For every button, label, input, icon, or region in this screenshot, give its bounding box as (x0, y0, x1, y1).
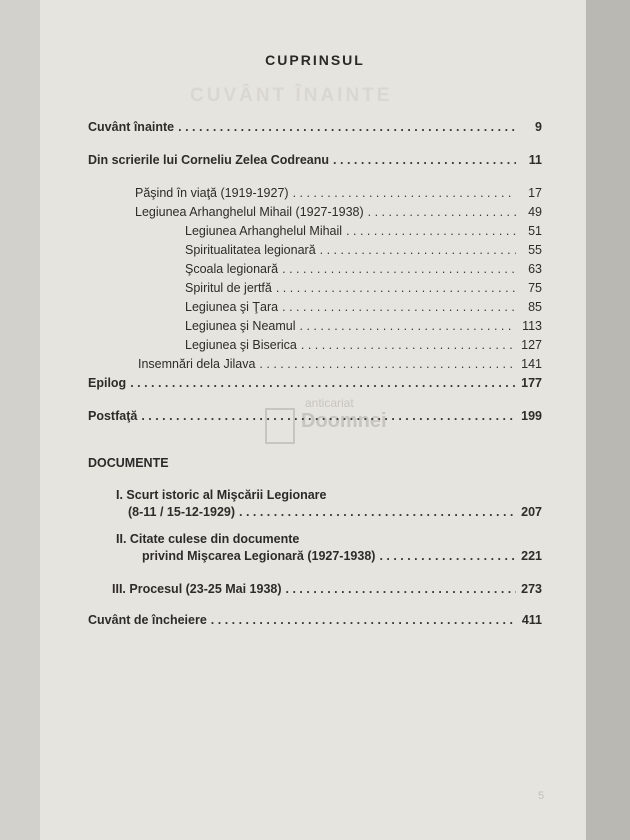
toc-entry: Cuvânt înainte . . . 9 (88, 120, 542, 134)
toc-entry: Legiunea şi Ţara . . . 85 (185, 300, 542, 314)
page-right-edge (586, 0, 630, 840)
toc-entry: Din scrierile lui Corneliu Zelea Codreanu . . . 11 (88, 153, 542, 167)
toc-entry: Epilog . . . 177 (88, 376, 542, 390)
toc-entry: Şcoala legionară . . . 63 (185, 262, 542, 276)
toc-entry: Legiunea şi Biserica . . . 127 (185, 338, 542, 352)
toc-entry: Păşind în viaţă (1919-1927) . . . 17 (135, 186, 542, 200)
toc-entry: Spiritualitatea legionară . . . 55 (185, 243, 542, 257)
document-entry: Cuvânt de încheiere . . . 411 (88, 613, 542, 627)
page-title: CUPRINSUL (265, 52, 365, 68)
watermark-top: anticariat (305, 396, 354, 410)
toc-entry: Insemnări dela Jilava . . . 141 (138, 357, 542, 371)
documents-heading: DOCUMENTE (88, 456, 169, 470)
watermark (265, 396, 415, 456)
toc-entry: Postfaţă . . . 199 (88, 409, 542, 423)
watermark-main: Doomnei (301, 410, 387, 432)
toc-entry: Legiunea şi Neamul . . . 113 (185, 319, 542, 333)
bleed-through-text: CUVÂNT ÎNAINTE (190, 85, 393, 106)
document-entry: III. Procesul (23-25 Mai 1938) . . . 273 (112, 582, 542, 596)
page-left-edge (0, 0, 40, 840)
toc-entry: Legiunea Arhanghelul Mihail (1927-1938) . . . 49 (135, 205, 542, 219)
toc-entry: Spiritul de jertfă . . . 75 (185, 281, 542, 295)
toc-entry: Legiunea Arhanghelul Mihail . . . 51 (185, 224, 542, 238)
page-number: 5 (538, 790, 545, 802)
